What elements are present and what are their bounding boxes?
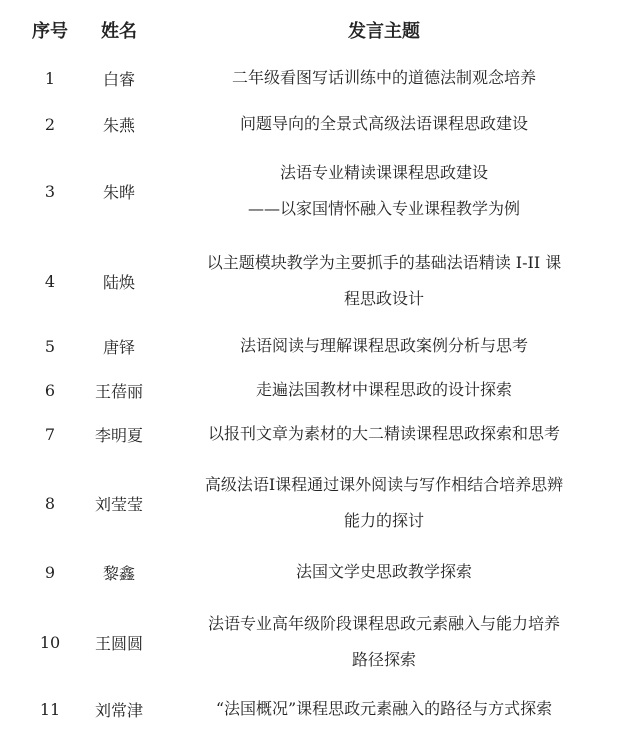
row-number: 6 <box>44 380 56 400</box>
row-number: 8 <box>44 493 56 513</box>
topic-line: 法国文学史思政教学探索 <box>295 562 472 581</box>
speaker-name: 李明夏 <box>94 425 143 445</box>
speaker-name: 唐铎 <box>102 337 135 357</box>
speech-topic <box>160 104 608 144</box>
speech-topic <box>160 148 608 234</box>
topic-line: 程思政设计 <box>343 289 424 308</box>
speech-topic <box>160 370 608 410</box>
speech-topic <box>160 552 608 592</box>
topic-line: “法国概况”课程思政元素融入的路径与方式探索 <box>215 699 553 718</box>
topic-line: 法语专业精读课课程思政建设 <box>279 163 488 182</box>
topic-line: 以报刊文章为素材的大二精读课程思政探索和思考 <box>207 424 560 443</box>
speech-topic <box>160 689 608 729</box>
topic-line: 高级法语I课程通过课外阅读与写作相结合培养思辨 <box>204 475 564 494</box>
topic-line: 以主题模块教学为主要抓手的基础法语精读 I-II 课 <box>206 253 562 272</box>
speaker-name: 王圆圆 <box>94 633 143 653</box>
table-row <box>0 552 641 592</box>
table-row <box>0 58 641 98</box>
topic-line: 路径探索 <box>351 650 416 669</box>
row-number: 3 <box>44 181 56 201</box>
topic-line: 走遍法国教材中课程思政的设计探索 <box>255 380 512 399</box>
speech-topic <box>160 238 608 324</box>
topic-line: 问题导向的全景式高级法语课程思政建设 <box>239 114 528 133</box>
topic-line: 法语阅读与理解课程思政案例分析与思考 <box>239 336 528 355</box>
speaker-name: 刘莹莹 <box>94 494 143 514</box>
topic-line: 能力的探讨 <box>343 511 424 530</box>
speech-topic <box>160 326 608 366</box>
row-number: 4 <box>44 271 56 291</box>
speaker-name: 朱晔 <box>102 182 135 202</box>
table-row <box>0 238 641 324</box>
speaker-name: 黎鑫 <box>102 563 135 583</box>
topic-line: 二年级看图写话训练中的道德法制观念培养 <box>231 68 536 87</box>
table-row <box>0 104 641 144</box>
table-row <box>0 414 641 454</box>
row-number: 9 <box>44 562 56 582</box>
table-row <box>0 148 641 234</box>
speaker-name: 陆焕 <box>102 272 135 292</box>
row-number: 1 <box>44 68 56 88</box>
speaker-name: 王蓓丽 <box>94 381 143 401</box>
header-number: 序号 <box>32 21 68 42</box>
row-number: 2 <box>44 114 56 134</box>
row-number: 11 <box>39 699 61 719</box>
table-row <box>0 689 641 729</box>
table-row <box>0 370 641 410</box>
row-number: 7 <box>44 424 56 444</box>
speaker-name: 刘常津 <box>94 700 143 720</box>
table-header <box>0 12 641 52</box>
row-number: 5 <box>44 336 56 356</box>
speech-topic <box>160 458 608 548</box>
topic-line: ——以家国情怀融入专业课程教学为例 <box>247 199 520 218</box>
speaker-name: 朱燕 <box>102 115 135 135</box>
topic-line: 法语专业高年级阶段课程思政元素融入与能力培养 <box>207 614 560 633</box>
speech-topic <box>160 58 608 98</box>
header-name: 姓名 <box>101 21 137 42</box>
header-topic: 发言主题 <box>348 21 420 42</box>
row-number: 10 <box>39 632 61 652</box>
speech-topic <box>160 414 608 454</box>
table-row <box>0 326 641 366</box>
table-row <box>0 597 641 687</box>
speaker-name: 白睿 <box>102 69 135 89</box>
speech-topic <box>160 597 608 687</box>
table-row <box>0 458 641 548</box>
